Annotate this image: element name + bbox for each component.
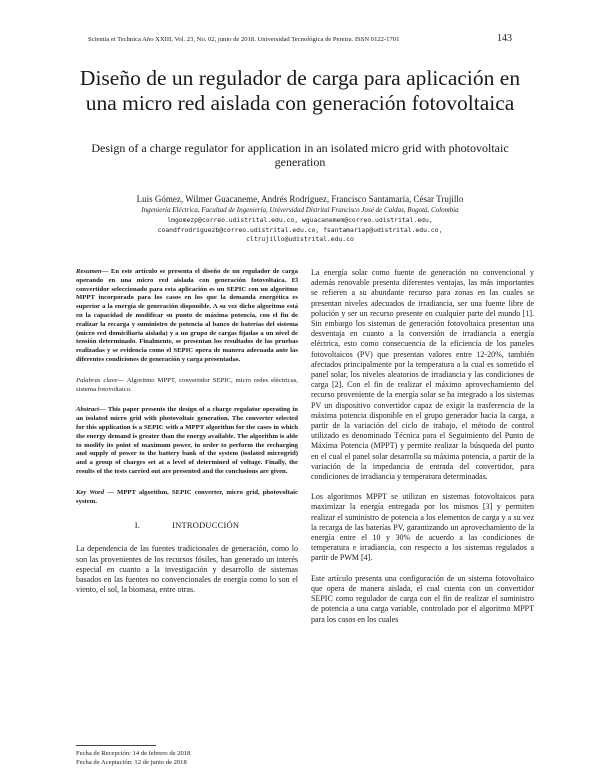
body-paragraph: La dependencia de las fuentes tradicionales de generación, como lo son las provenientes de los recursos fósiles, han generado un interés especial en cuanto a la investigación y desarrollo de sistemas basados en las fuentes no convencionales de energía como lo son el viento, el sol, la biomasa, entre otras. (76, 544, 298, 595)
keywords-english-lead: Key Word (76, 488, 105, 496)
body-paragraph: Los algoritmos MPPT se utilizan en sistemas fotovoltaicos para maximizar la energía entregada por los mismos [3] y permiten realizar el suministro de potencia a los elementos de carga y a su vez la recarga de las baterías PV, garantizando un aprovechamiento de la energía entre el 10 y 30% de acuerdo a las condiciones de temperatura e irradiancia, con respecto a los sistemas regulados a partir de PWM [4]. (311, 492, 534, 563)
abstract-english-text: — This paper presents the design of a charge regulator operating in an isolated micro grid with photovoltaic generation. The converter selected for this application is a SEPIC with a MPPT algorithm for the cases in which the energy demand is greater than the energy available. The algorithm is able to modify its point of maximum power, in order to perform the recharging and supply of power to the battery bank of the system (isolated microgrid) and a group of charges set at a level of determined of voltage. Finally, the results of the tests carried out are presented and the conclusions are given. (76, 406, 298, 475)
abstract-spanish-lead: Resumen (76, 268, 102, 275)
author-list: Luis Gómez, Wilmer Guacaneme, Andrés Rodríguez, Francisco Santamaría, César Trujillo (136, 194, 464, 204)
left-column (76, 268, 298, 605)
right-column (311, 268, 534, 635)
section-heading-introduction (76, 520, 298, 530)
footnote-rule (76, 745, 156, 746)
keywords-english (76, 489, 298, 507)
page-number: 143 (497, 33, 512, 44)
keywords-spanish-lead: Palabras clave (76, 376, 118, 384)
author-emails (80, 216, 520, 245)
body-paragraph: Este artículo presenta una configuración de un sistema fotovoltaico que opera de manera aislada, el cual cuenta con un convertidor SEPIC como regulador de carga con el fin de realizar el suministro de potencia a una carga variable, controlado por el algoritmo MPPT para los casos en los cuales (311, 573, 534, 624)
keywords-spanish (76, 377, 298, 395)
running-head (88, 33, 512, 47)
email-line: cltrujillo@udistrital.edu.co (246, 235, 354, 243)
paper-title-english: Design of a charge regulator for application in an isolated micro grid with photovoltaic generation (91, 141, 509, 169)
abstract-english (76, 406, 298, 476)
journal-citation: Scientia et Technica Año XXIII, Vol. 23, No. 02, junio de 2018. Universidad Tecnológica de Pereira. ISSN 0122-1701 (88, 36, 400, 43)
keywords-spanish-text: — Algoritmo MPPT, convertidor SEPIC, micro redes eléctricas, sistema fotovoltaico. (76, 376, 298, 393)
paper-title-spanish: Diseño de un regulador de carga para aplicación en una micro red aislada con generación fotovoltaica (79, 66, 521, 115)
author-affiliation: Ingeniería Eléctrica, Facultad de Ingeniería, Universidad Distrital Francisco José de Caldas, Bogotá, Colombia (141, 206, 459, 214)
received-date: Fecha de Recepción: 14 de febrero de 2018 (76, 750, 191, 757)
email-line: lmgomezp@correo.udistrital.edu.co, wguacanemem@correo.udistrital.edu, (167, 216, 433, 224)
abstract-english-lead: Abstract (76, 406, 100, 414)
email-line: coandfrodriguezb@correo.udistrital.edu.co, fsantamariap@udistrital.edu.co, (157, 225, 443, 234)
body-paragraph: La energía solar como fuente de generación no convencional y además renovable presenta diferentes ventajas, las más importantes se refieren a su abundante recurso para zonas en las cuales se presentan niveles adecuados de irradiancia, ser una fuente libre de polución y ser un recurso presente en cualquier parte del mundo [1]. Sin embargo los sistemas de generación fotovoltaica presentan una desventaja en cuanto a la conversión de irradiancia a energía eléctrica, esto como consecuencia de la eficiencia de los paneles fotovoltaicos (PV) que presentan valores entre 12-20%, también afectados principalmente por la temperatura a la cual es sometido el panel solar, los niveles aleatorios de irradiancia y las condiciones de carga [2]. Con el fin de realizar el máximo aprovechamiento del recurso proveniente de la energía solar se ha integrado a los sistemas PV un dispositivo convertidor capaz de exigir la trasferencia de la máxima potencia disponible en el grupo generador hacia la carga, a partir de la variación del ciclo de trabajo, el método de control utilizado es denominado Técnica para el Seguimiento del Punto de Máxima Potencia (MPPT) y permite realizar la búsqueda del punto en el cual el panel solar desarrolla su máxima potencia, a partir de la variación de la impedancia de entrada del convertidor, para condiciones de irradiancia y temperatura determinadas. (311, 268, 534, 482)
section-title: INTRODUCCIÓN (172, 520, 240, 531)
accepted-date: Fecha de Aceptación: 12 de junio de 2018 (76, 759, 187, 766)
section-number: I. (134, 520, 141, 531)
submission-dates (76, 749, 298, 767)
keywords-english-text: — MPPT algorithm, SEPIC converter, micro grid, photovoltaic system. (76, 488, 299, 505)
abstract-spanish (76, 268, 298, 365)
abstract-spanish-text: — En este artículo se presenta el diseño de un regulador de carga operando en una micro red aislada con generación fotovoltaica. El convertidor seleccionado para esta aplicación es un SEPIC con un algoritmo MPPT incorporado para los casos en los que la demanda energética es superior a la energía de generación disponible. A su vez dicho algoritmo está en la capacidad de modificar su punto de máxima potencia, con el fin de realizar la recarga y suministro de potencia al banco de baterías del sistema (micro red domiciliaria aislada) y a un grupo de cargas fijadas a un nivel de tensión determinado. Finalmente, se presentan los resultados de las pruebas realizadas y se evidencia como el SEPIC opera de manera adecuada ante las diferentes condiciones de generación y carga presentadas. (76, 268, 298, 363)
